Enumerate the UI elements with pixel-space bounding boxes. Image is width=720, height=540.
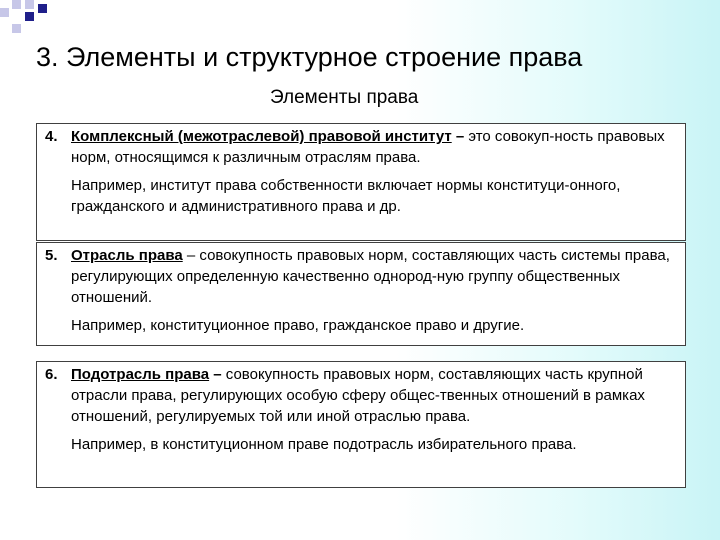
slide-title: 3. Элементы и структурное строение права xyxy=(36,42,583,72)
element-card xyxy=(36,242,686,346)
definition-row xyxy=(37,124,685,168)
term-dash: – xyxy=(209,366,226,383)
example-text: Например, институт права собственности включает нормы конституци-онного, гражданского и административного права и др. xyxy=(71,177,621,215)
deco-square xyxy=(12,0,21,9)
definition: совокупность правовых норм, составляющих часть крупной отрасли права, регулирующих особую сферу общес-твенных отношений в рамках отношений, регулируемых той или иной отраслью права. xyxy=(71,366,645,425)
slide-subtitle: Элементы права xyxy=(270,87,419,108)
definition-text xyxy=(71,364,677,427)
term: Подотрасль права xyxy=(71,366,210,383)
deco-square xyxy=(25,0,34,9)
element-card xyxy=(36,123,686,241)
item-number: 5. xyxy=(45,247,58,264)
definition: это совокуп-ность правовых норм, относящимся к различным отраслям права. xyxy=(71,128,665,166)
example-text: Например, в конституционном праве подотрасль избирательного права. xyxy=(71,436,577,453)
example-text: Например, конституционное право, гражданское право и другие. xyxy=(71,317,525,334)
deco-square xyxy=(25,12,34,21)
definition-text xyxy=(71,126,677,168)
term: Комплексный (межотраслевой) правовой институт xyxy=(71,128,452,145)
deco-square xyxy=(38,4,47,13)
deco-square xyxy=(12,24,21,33)
term-dash: – xyxy=(182,247,200,264)
term: Отрасль права xyxy=(71,247,183,264)
definition-row xyxy=(37,362,685,427)
definition-row xyxy=(37,243,685,308)
definition: совокупность правовых норм, составляющих часть системы права, регулирующих определенную качественно однород-ную группу общественных отношений. xyxy=(71,247,670,306)
element-card xyxy=(36,361,686,488)
item-number: 4. xyxy=(45,128,58,145)
deco-square xyxy=(0,8,9,17)
definition-text xyxy=(71,245,677,308)
item-number: 6. xyxy=(45,366,58,383)
term-dash: – xyxy=(451,128,469,145)
